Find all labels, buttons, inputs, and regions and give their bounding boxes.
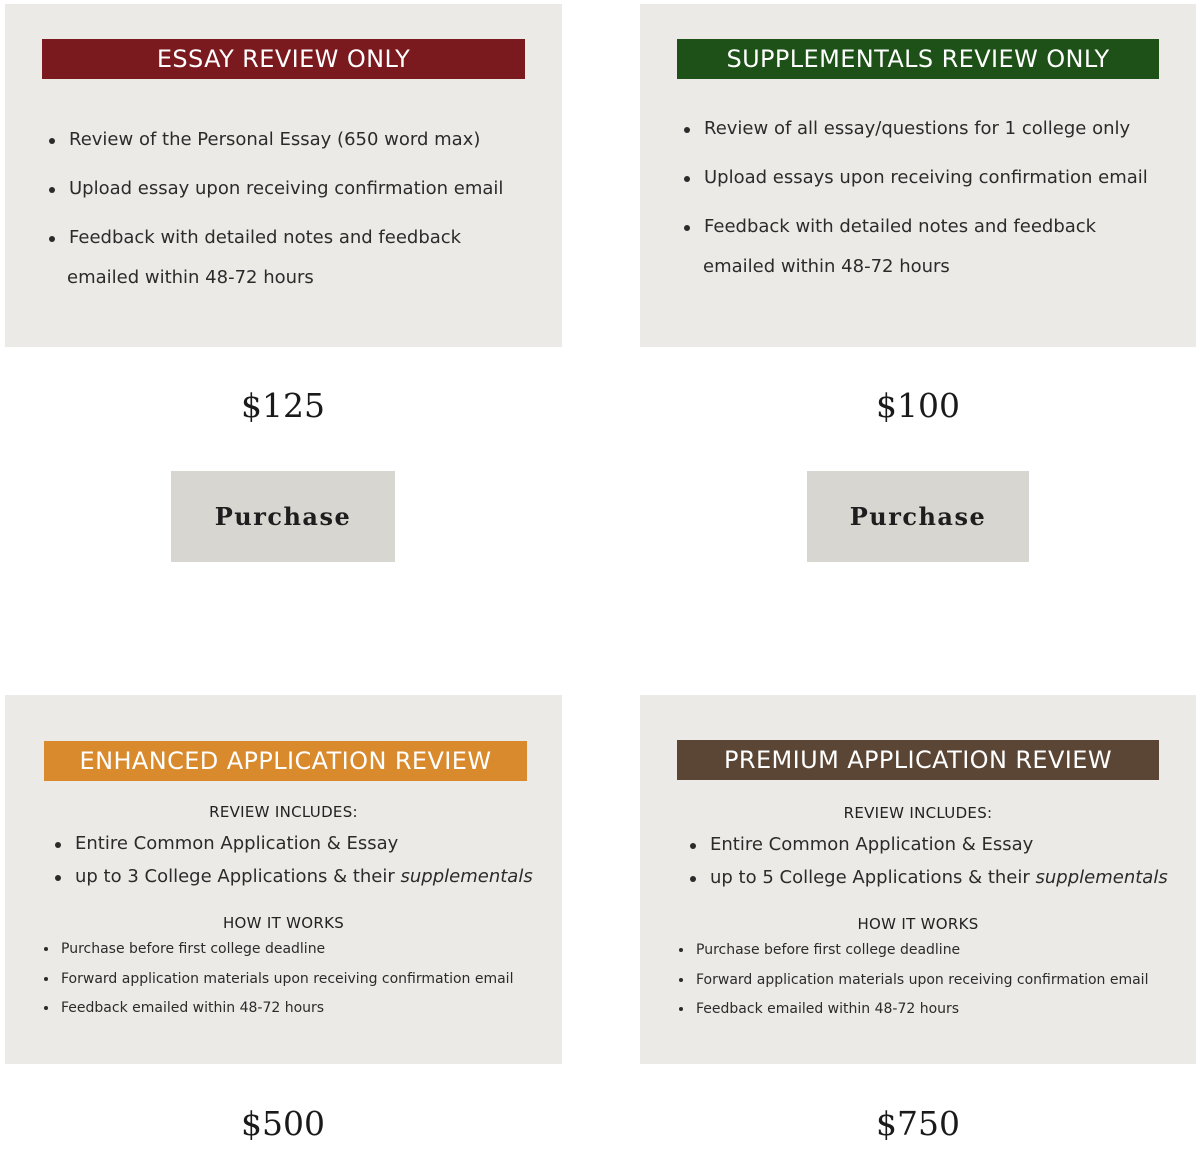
includes-item-italic: supplementals xyxy=(400,866,533,887)
price-label: $100 xyxy=(876,386,960,425)
feature-item-continuation: emailed within 48-72 hours xyxy=(67,267,314,288)
how-item: Purchase before first college deadline xyxy=(679,941,1148,971)
includes-item: Entire Common Application & Essay xyxy=(690,834,1168,867)
essay-review-card xyxy=(5,4,562,347)
how-item: Feedback emailed within 48-72 hours xyxy=(679,1000,1148,1030)
how-item: Forward application materials upon receiving confirmation email xyxy=(44,970,513,1000)
feature-item: Feedback with detailed notes and feedback xyxy=(684,215,1148,264)
includes-list xyxy=(55,833,533,899)
review-includes-heading: REVIEW INCLUDES: xyxy=(843,804,993,822)
how-item: Forward application materials upon receiving confirmation email xyxy=(679,971,1148,1001)
includes-item: Entire Common Application & Essay xyxy=(55,833,533,866)
how-it-works-list xyxy=(44,940,513,1029)
feature-item-continuation: emailed within 48-72 hours xyxy=(703,256,950,277)
feature-list xyxy=(49,128,503,275)
feature-item: Upload essay upon receiving confirmation email xyxy=(49,177,503,226)
price-label: $125 xyxy=(241,386,325,425)
includes-item xyxy=(690,867,1168,900)
how-item: Purchase before first college deadline xyxy=(44,940,513,970)
card-title-banner: ESSAY REVIEW ONLY xyxy=(42,39,525,79)
how-it-works-list xyxy=(679,941,1148,1030)
feature-list xyxy=(684,117,1148,264)
feature-item: Feedback with detailed notes and feedback xyxy=(49,226,503,275)
premium-application-review-card xyxy=(640,695,1196,1064)
includes-item-text: up to 5 College Applications & their xyxy=(710,867,1036,888)
card-title-banner: ENHANCED APPLICATION REVIEW xyxy=(44,741,527,781)
includes-item-text: up to 3 College Applications & their xyxy=(75,866,401,887)
how-item: Feedback emailed within 48-72 hours xyxy=(44,999,513,1029)
how-it-works-heading: HOW IT WORKS xyxy=(857,915,979,933)
includes-list xyxy=(690,834,1168,900)
price-label: $750 xyxy=(876,1104,960,1143)
purchase-button[interactable]: Purchase xyxy=(171,471,395,562)
enhanced-application-review-card xyxy=(5,695,562,1064)
card-title-banner: PREMIUM APPLICATION REVIEW xyxy=(677,740,1159,780)
feature-item: Review of the Personal Essay (650 word max) xyxy=(49,128,503,177)
card-title-banner: SUPPLEMENTALS REVIEW ONLY xyxy=(677,39,1159,79)
supplementals-review-card xyxy=(640,4,1196,347)
feature-item: Upload essays upon receiving confirmation email xyxy=(684,166,1148,215)
includes-item-italic: supplementals xyxy=(1035,867,1168,888)
feature-item: Review of all essay/questions for 1 college only xyxy=(684,117,1148,166)
how-it-works-heading: HOW IT WORKS xyxy=(222,914,345,932)
includes-item xyxy=(55,866,533,899)
purchase-button[interactable]: Purchase xyxy=(807,471,1029,562)
review-includes-heading: REVIEW INCLUDES: xyxy=(209,803,358,821)
price-label: $500 xyxy=(241,1104,325,1143)
